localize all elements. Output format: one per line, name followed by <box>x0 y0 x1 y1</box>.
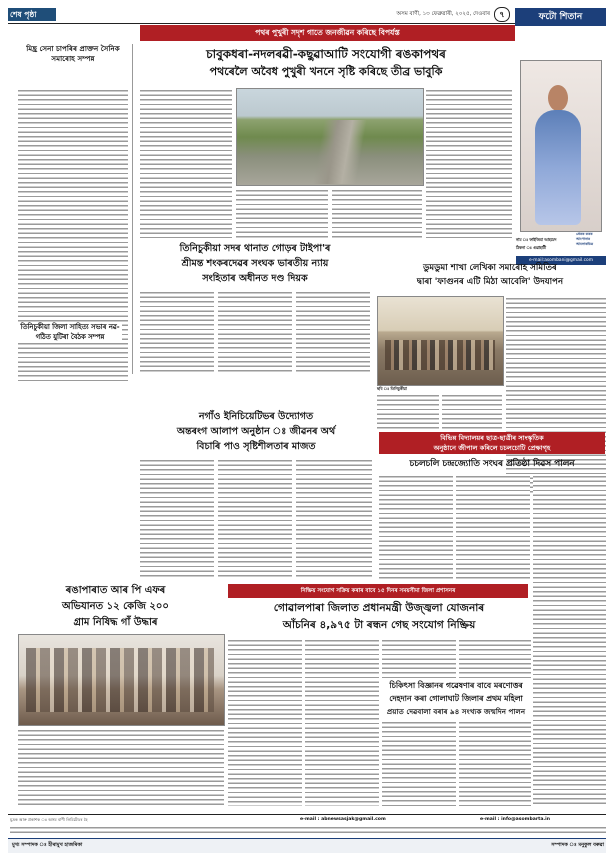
goalpara-col3 <box>382 638 456 678</box>
nagaon-col1 <box>140 458 214 578</box>
medical-headline-line1: চিকিৎসা বিজ্ঞানৰ গৱেষণাৰ বাবে মৰণোত্তৰ <box>389 681 523 690</box>
doomdooma-col-b <box>442 393 502 429</box>
rangapara-headline-line2: অভিযানত ১২ কেজি ২০০ <box>62 601 169 612</box>
main-story-col3 <box>332 188 422 238</box>
nagaon-headline-line1: নগাঁও ইনিচিয়েটিভৰ উদ্যোগত <box>198 411 314 422</box>
goalpara-col2 <box>305 638 379 806</box>
nagaon-col3 <box>296 458 372 578</box>
footer-bottom-right: সম্পাদক ঃ মনুকুল বৰুৱা <box>551 842 604 848</box>
doomdooma-headline-line2: দ্বাৰা 'ফাগুনৰ এটি মিঠা আবেলি' উদযাপন <box>416 277 564 287</box>
tinsukia-headline-line2: শ্ৰীমন্ত শংকৰদেৱৰ সংঘক ভাৰতীয় ন্যায় <box>181 258 329 269</box>
photo-email: e-mail:asombani@gmail.com <box>529 258 593 263</box>
goalpara-col1 <box>228 638 302 806</box>
school-banner-line1: বিভিন্ন বিদ্যালয়ৰ ছাত্ৰ-ছাত্ৰীৰ সাংস্কৃতিক <box>440 434 544 442</box>
medical-col1 <box>382 720 456 806</box>
nagaon-headline-line3: বিচাৰি পাও সৃষ্টিশীলতাৰ মাজত <box>196 441 316 452</box>
dateline: অসম বাণী, ১৩ ফেব্ৰুৱাৰী, ২০২৫, দেওবাৰ <box>396 11 490 17</box>
medical-col2 <box>459 720 531 806</box>
footer-email2: e-mail : info@asombarta.in <box>480 817 551 822</box>
nagaon-col2 <box>218 458 292 578</box>
medical-headline-line2: দেহদান কৰা গোলাঘাট জিলাৰ প্ৰথম মহিলা <box>389 694 523 703</box>
goalpara-banner-text: নিষ্ক্ৰিয় সংযোগ সক্ৰিয় কৰাৰ বাবে ১৫ দিনৰ সময়সীমা জিলা প্ৰশাসনৰ <box>300 588 456 594</box>
rangapara-headline-line1: ৰঙাপাৰাত আৰ পি এফৰ <box>65 585 166 596</box>
doomdooma-col-a <box>377 393 439 429</box>
goalpara-headline-line2: আঁচনিৰ ৪,৯৭৫ টা ৰন্ধন গেছ সংযোগ নিষ্ক্ৰিয় <box>282 619 476 631</box>
medical-headline-line3: প্ৰয়াত দেৱবালা বৰাৰ ৯৪ সংখ্যক জন্মদিন পালন <box>386 707 526 716</box>
tinsukia-col3 <box>296 290 370 372</box>
rangapara-photo-people <box>26 648 214 712</box>
school-col2 <box>456 474 530 582</box>
school-banner-line2: অনুষ্ঠানে জীপাল কৰিলে চচলচোটি প্ৰেক্ষাগৃহ <box>433 444 551 452</box>
tinsukia-col2 <box>218 290 292 372</box>
tinsukia-headline-line1: তিনিচুকীয়া সদৰ থানাত গোড়ৰ টাইপা'ৰ <box>179 243 331 254</box>
footer-bottom-left: মুখ্য সম্পাদক ঃ হীৰামুখ হাজৰিকা <box>12 842 83 848</box>
doomdooma-caption: ছবি ঃ তিনিচুকীয়া <box>377 386 407 391</box>
photo-name-label: নাম ঃ ফাইজিমা আহমেদ <box>516 237 557 242</box>
main-headline-line1: চাবুকধৰা-নদলৰৱী-কছুৱাআটি সংযোগী ৰঙকাপথৰ <box>206 47 446 61</box>
tinsukia-col1 <box>140 290 214 372</box>
photo-road <box>310 120 370 184</box>
left-column-rule <box>132 44 133 374</box>
left-story1-title: মিছ্ৰ সেনা চাপৰিৰ প্ৰাক্তন সৈনিক সমাৰোহ সম্পন্ন <box>26 44 120 63</box>
nagaon-headline-line2: অন্তৰংগ আলাপ অনুষ্ঠান ঃ জীৱনৰ অৰ্থ <box>176 426 336 437</box>
section-name: শেষ পৃষ্ঠা <box>10 10 37 19</box>
page-number: ৭ <box>494 7 510 22</box>
rangapara-headline-line3: গ্ৰাম নিষিদ্ধ গাঁ উদ্ধাৰ <box>73 617 158 628</box>
photo-address-label: ঠিকনা ঃ গুৱাহাটী <box>516 245 547 250</box>
main-story-col4 <box>426 88 512 238</box>
doomdooma-headline-line1: ডুমডুমা শাখা লেখিকা সমাৰোহ সমিতিৰ <box>423 263 557 273</box>
school-col1 <box>379 474 453 582</box>
footer-fineprint <box>10 825 606 835</box>
photo-person-body <box>535 110 581 225</box>
main-story-col1 <box>140 88 232 238</box>
main-story-col2 <box>236 188 328 238</box>
goalpara-headline-line1: গোৱালপাৰা জিলাত প্ৰধানমন্ত্ৰী উজ্জ্বলা যোজনাৰ <box>273 602 485 614</box>
rangapara-body <box>18 728 224 808</box>
main-headline-line2: পথৰেলৈ অবৈধ পুখুৰী খননে সৃষ্টি কৰিছে তীব্ৰ ভাবুকি <box>209 65 443 78</box>
photo-box-title: ফটো শিতান <box>538 12 583 22</box>
footer-email1: e-mail : abnewsasjak@gmail.com <box>300 817 386 822</box>
footer-rule <box>8 814 606 815</box>
doomdooma-photo-people <box>385 340 495 370</box>
school-headline: চচলচলি চন্দ্ৰজ্যোতি সংঘৰ প্ৰতিষ্ঠা দিৱস পালন <box>409 459 575 469</box>
school-col3 <box>533 474 606 804</box>
top-strip-text: পথৰ পুখুৰী সদৃশ গাতে জনজীৱন কৰিছে বিপৰ্যস্ত <box>255 28 400 37</box>
photo-person-head <box>548 85 568 111</box>
left-story2-title: তিনিচুকীয়া জিলা সাহিত্য সভাৰ নৱ-গঠিত যুটিৰা বৈঠক সম্পন্ন <box>18 323 122 342</box>
footer-left-note: মুদ্ৰক আৰু প্ৰকাশক ঃ অসম বাণী লিমিটেডৰ হৈ <box>10 817 88 822</box>
goalpara-col4 <box>459 638 531 678</box>
photo-side-note: প্ৰেৰক কৰক আপোনাৰ আলোকচিত্ৰ <box>576 232 594 246</box>
tinsukia-headline-line3: সংহিতাৰ অধীনত দণ্ড দিয়ক <box>202 273 308 284</box>
